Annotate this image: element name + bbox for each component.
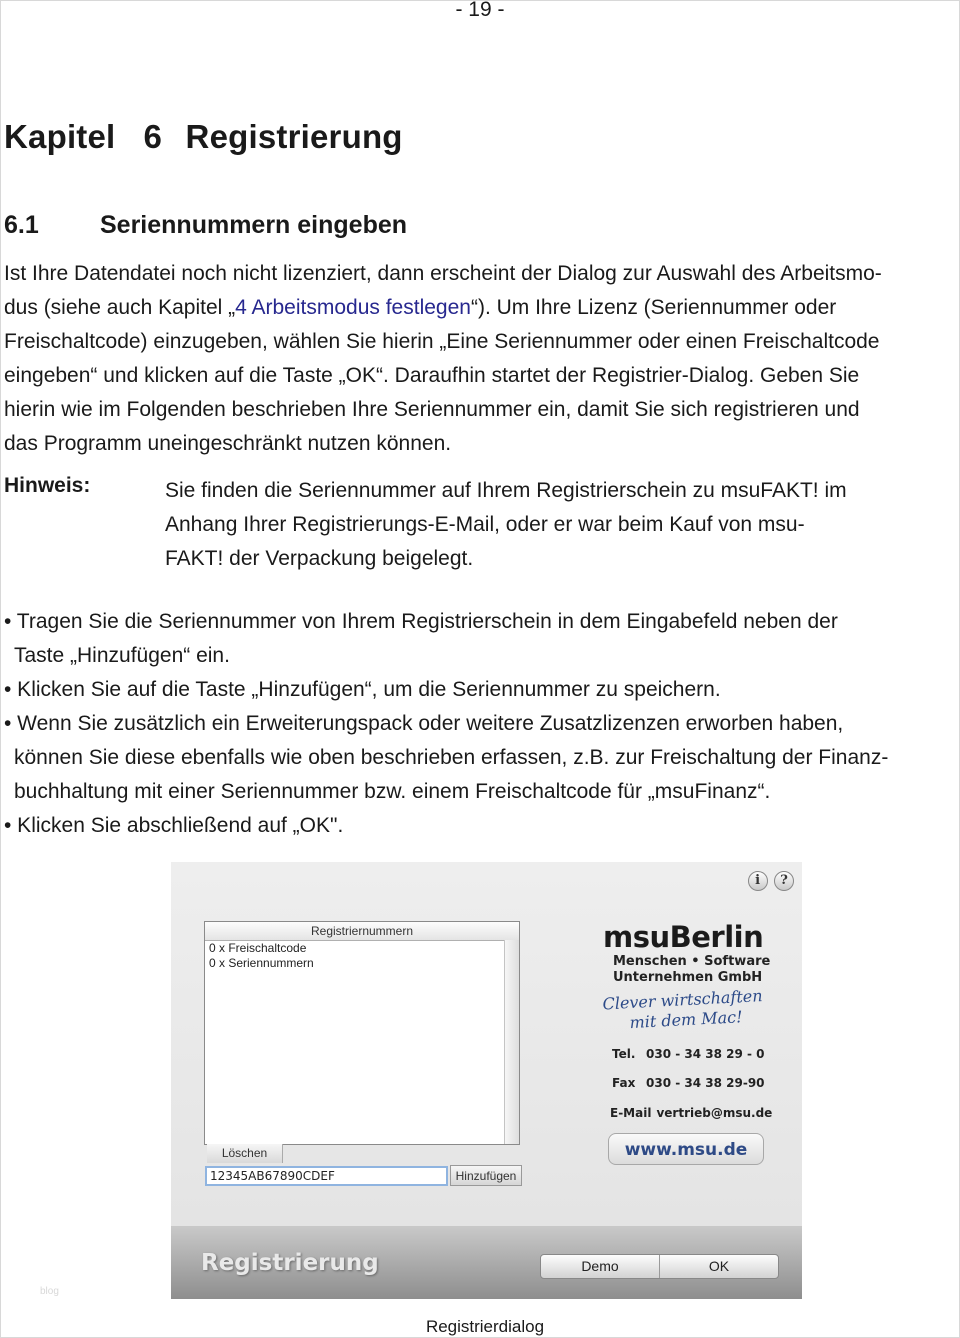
brand-slogan <box>602 986 774 1035</box>
list-header: Registriernummern <box>205 922 519 941</box>
bullet-item: • Tragen Sie die Seriennummer von Ihrem Registrierschein in dem Eingabefeld neben der <box>4 610 838 633</box>
bullet-continuation: Taste „Hinzufügen“ ein. <box>14 644 230 667</box>
tel-label: Tel. <box>612 1047 636 1061</box>
registration-dialog <box>171 862 802 1299</box>
intro-text: “). Um Ihre Lizenz (Seriennummer oder <box>470 296 837 319</box>
mail-value: vertrieb@msu.de <box>656 1106 773 1120</box>
footer-title: Registrierung <box>201 1250 379 1276</box>
bullet-item: • Klicken Sie abschließend auf „OK". <box>4 814 344 837</box>
watermark: blog <box>40 1286 59 1297</box>
list-item[interactable]: 0 x Freischaltcode <box>209 941 307 955</box>
bullet-item: • Klicken Sie auf die Taste „Hinzufügen“, um die Seriennummer zu speichern. <box>4 678 721 701</box>
chapter-number: 6 <box>143 118 163 155</box>
mail-label: E-Mail <box>610 1106 652 1120</box>
chapter-heading <box>4 118 403 156</box>
brand-tagline: Menschen • Software <box>613 954 771 969</box>
intro-line: Freischaltcode) einzugeben, wählen Sie hierin „Eine Seriennummer oder einen Freischaltcode <box>4 330 880 353</box>
bullet-continuation: können Sie diese ebenfalls wie oben beschrieben erfassen, z.B. zur Freischaltung der Finanz- <box>14 746 889 769</box>
chapter-title: Registrierung <box>185 118 403 155</box>
fax-label: Fax <box>612 1076 636 1090</box>
figure-caption: Registrierdialog <box>425 1317 545 1336</box>
add-button[interactable]: Hinzufügen <box>450 1165 522 1186</box>
tel-value: 030 - 34 38 29 - 0 <box>646 1047 765 1061</box>
fax-value: 030 - 34 38 29-90 <box>646 1076 765 1090</box>
footer-buttons <box>540 1254 779 1279</box>
page-number: - 19 - <box>455 0 505 21</box>
bullet-item: • Wenn Sie zusätzlich ein Erweiterungspack oder weitere Zusatzlizenzen erworben haben, <box>4 712 844 735</box>
dialog-footer <box>171 1226 802 1299</box>
slogan-line: mit dem Mac! <box>629 1007 744 1033</box>
ok-button[interactable]: OK <box>708 1258 730 1274</box>
hint-text <box>165 474 847 576</box>
delete-button[interactable]: Löschen <box>207 1144 283 1163</box>
dialog-icons <box>746 871 794 891</box>
hint-line: Sie finden die Seriennummer auf Ihrem Registrierschein zu msuFAKT! im <box>165 479 847 502</box>
registration-numbers-list[interactable] <box>204 921 520 1145</box>
contact-tel <box>612 1047 765 1061</box>
section-title: Seriennummern eingeben <box>100 211 408 239</box>
list-item[interactable]: 0 x Seriennummern <box>209 956 314 970</box>
intro-paragraph <box>4 257 960 461</box>
slogan-line: Clever wirtschaften <box>602 986 763 1014</box>
section-heading <box>4 211 407 240</box>
intro-text: dus (siehe auch Kapitel „ <box>4 296 236 319</box>
demo-button[interactable]: Demo <box>541 1255 660 1278</box>
brand-panel <box>602 920 773 1033</box>
intro-line: Ist Ihre Datendatei noch nicht lizenziert, dann erscheint der Dialog zur Auswahl des Arbeitsmo- <box>4 262 882 285</box>
chapter-prefix: Kapitel <box>4 118 116 155</box>
brand-logo: msuBerlin <box>603 920 764 954</box>
contact-mail <box>610 1106 772 1120</box>
help-icon[interactable]: ? <box>774 871 794 891</box>
info-icon[interactable]: i <box>748 871 768 891</box>
hint-line: FAKT! der Verpackung beigelegt. <box>165 547 474 570</box>
section-number: 6.1 <box>4 211 39 239</box>
intro-line: das Programm uneingeschränkt nutzen können. <box>4 432 452 455</box>
intro-line <box>4 291 960 325</box>
intro-line: eingeben“ und klicken auf die Taste „OK“. Daraufhin startet der Registrier-Dialog. Geben Sie <box>4 364 860 387</box>
website-button[interactable]: www.msu.de <box>608 1133 764 1165</box>
bullet-list <box>4 605 888 843</box>
intro-line: hierin wie im Folgenden beschrieben Ihre Seriennummer ein, damit Sie sich registrieren und <box>4 398 860 421</box>
bullet-continuation: buchhaltung mit einer Seriennummer bzw. einem Freischaltcode für „msuFinanz“. <box>14 780 771 803</box>
contact-fax <box>612 1076 765 1090</box>
brand-company: Unternehmen GmbH <box>613 970 763 985</box>
chapter-link[interactable]: 4 Arbeitsmodus festlegen <box>235 296 471 319</box>
hint-line: Anhang Ihrer Registrierungs-E-Mail, oder er war beim Kauf von msu- <box>165 513 805 536</box>
serial-input[interactable]: 12345AB67890CDEF <box>205 1166 448 1186</box>
hint-label: Hinweis: <box>4 474 91 497</box>
list-scrollbar[interactable] <box>504 940 519 1144</box>
